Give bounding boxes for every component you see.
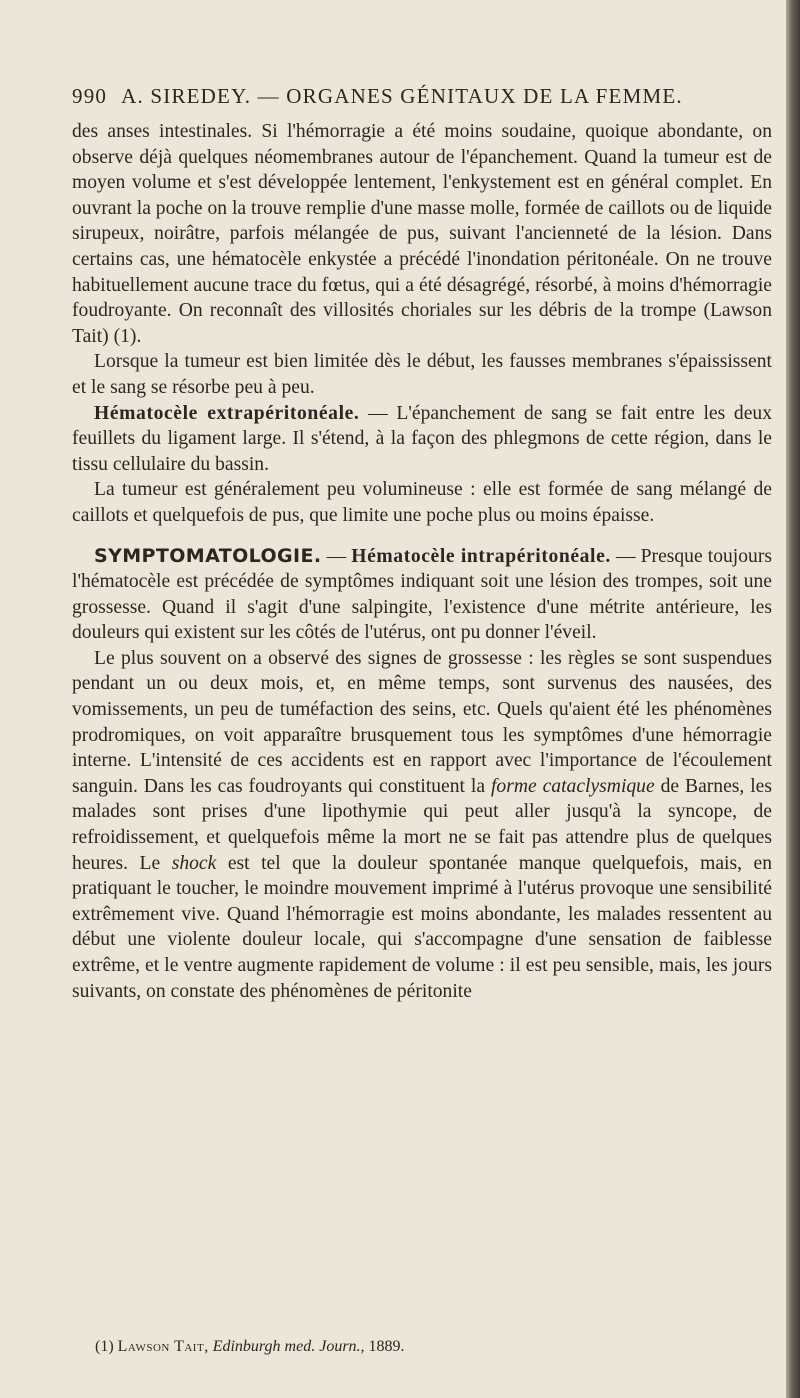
paragraph-3: [72, 401, 772, 478]
footnote: [95, 1338, 405, 1356]
paragraph-6-part-a: Le plus souvent on a observé des signes de grossesse : les règles se sont suspendues pendant un ou deux mois, et, en même temps, sont survenus des nausées, des vomissements, un peu de tuméfaction des seins, etc. Quels qu'aient été les phénomènes prodromiques, on voit apparaître brusquement tous les symptômes d'une hémorragie interne. L'intensité de ces accidents est en rapport avec l'importance de l'écoulement sanguin. Dans les cas foudroyants qui constituent la: [72, 647, 772, 797]
heading-extraperitoneale: Hématocèle extrapéritonéale.: [94, 402, 360, 424]
body-text: [72, 119, 772, 1004]
paragraph-1: des anses intestinales. Si l'hémorragie a été moins soudaine, quoique abondante, on observe déjà quelques néomembranes autour de l'épanchement. Quand la tumeur est de moyen volume et s'est développée lentement, l'enkystement est en général complet. En ouvrant la poche on la trouve remplie d'une masse molle, formée de caillots ou de liquide sirupeux, noirâtre, parfois mélangée de pus, suivant l'ancienneté de la lésion. Dans certains cas, une hématocèle enkystée a précédé l'inondation péritonéale. On ne trouve habituellement aucune trace du fœtus, qui a été désagrégé, résorbé, à moins d'hémorragie foudroyante. On reconnaît des villosités choriales sur les débris de la trompe (Lawson Tait) (1).: [72, 121, 772, 347]
running-title: A. SIREDEY. — ORGANES GÉNITAUX DE LA FEMME.: [121, 84, 683, 108]
section-title-symptomatologie: SYMPTOMATOLOGIE.: [94, 544, 322, 567]
heading-intraperitoneale: Hématocèle intrapéritonéale.: [351, 545, 611, 567]
paragraph-4: La tumeur est généralement peu volumineuse : elle est formée de sang mélangé de caillots et quelquefois de pus, que limite une poche plus ou moins épaisse.: [72, 479, 772, 526]
term-shock: shock: [171, 852, 217, 874]
page-content: [72, 84, 772, 1004]
paragraph-3-text: — L'épanchement de sang se fait entre les deux feuillets du ligament large. Il s'étend, à la façon des phlegmons de cette région, dans le tissu cellulaire du bassin.: [72, 402, 773, 475]
footnote-journal: Edinburgh med. Journ.,: [212, 1338, 365, 1355]
paragraph-5-text: — Presque toujours l'hématocèle est précédée de symptômes indiquant soit une lésion des trompes, soit une grossesse. Quand il s'agit d'une salpingite, l'existence d'une métrite antérieure, les douleurs qui existent sur les côtés de l'utérus, ont pu donner l'éveil.: [72, 545, 772, 644]
paragraph-6-part-b: de Barnes, les malades sont prises d'une lipothymie qui peut aller jusqu'à la syncope, de refroidissement, et quelquefois même la mort ne se fait pas attendre plus de quelques heures. Le: [72, 775, 772, 874]
running-head: [72, 84, 772, 109]
section-dash: —: [321, 545, 352, 567]
footnote-marker: (1): [95, 1338, 114, 1355]
paragraph-6: [72, 646, 772, 1004]
footnote-author: Lawson Tait,: [117, 1338, 209, 1355]
page-number: 990: [72, 84, 108, 108]
term-forme-cataclysmique: forme cataclysmique: [490, 775, 655, 797]
paragraph-2: Lorsque la tumeur est bien limitée dès le début, les fausses membranes s'épaississent et le sang se résorbe peu à peu.: [72, 351, 772, 398]
footnote-year: 1889.: [368, 1338, 405, 1355]
book-spine-shadow: [786, 0, 800, 1398]
paragraph-6-part-c: est tel que la douleur spontanée manque quelquefois, mais, en pratiquant le toucher, le moindre mouvement imprimé à l'utérus provoque une sensibilité extrêmement vive. Quand l'hémorragie est moins abondante, les malades ressentent au début une violente douleur locale, qui s'accompagne d'une sensation de faiblesse extrême, et le ventre augmente rapidement de volume : il est peu sensible, mais, les jours suivants, on constate des phénomènes de péritonite: [72, 852, 773, 1002]
paragraph-5: [72, 544, 772, 646]
